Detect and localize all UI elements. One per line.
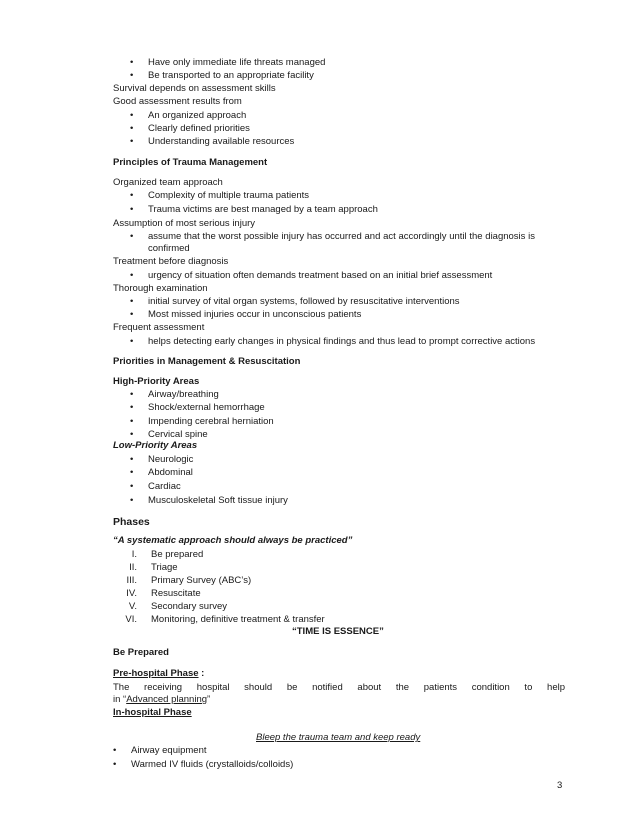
list-item-text: Abdominal [148, 467, 193, 478]
prehospital-heading: Pre-hospital Phase [113, 668, 199, 679]
phase-text: Resuscitate [151, 588, 201, 599]
list-item-text: assume that the worst possible injury has occurred and act accordingly until the diagnosis is [148, 231, 535, 242]
phase-number: VI. [125, 614, 137, 625]
organized-line: Organized team approach [113, 177, 223, 188]
bullet-glyph: • [130, 57, 134, 68]
list-item-text: An organized approach [148, 110, 247, 121]
bullet-glyph: • [130, 110, 134, 121]
page-number: 3 [557, 780, 563, 791]
bullet-glyph: • [130, 190, 134, 201]
bullet-glyph: • [130, 416, 134, 427]
bullet-glyph: • [130, 481, 134, 492]
be-prepared-heading: Be Prepared [113, 647, 169, 658]
list-item-text: Airway equipment [131, 745, 207, 756]
list-item-text: Impending cerebral herniation [148, 416, 274, 427]
high-priority-heading: High-Priority Areas [113, 376, 200, 387]
bullet-glyph: • [130, 123, 134, 134]
prehospital-text-line1: The receiving hospital should be notified about the patients condition to help [113, 682, 565, 693]
bullet-glyph: • [130, 204, 134, 215]
phase-text: Secondary survey [151, 601, 228, 612]
frequent-line: Frequent assessment [113, 322, 205, 333]
bullet-glyph: • [130, 309, 134, 320]
section-heading-priorities: Priorities in Management & Resuscitation [113, 356, 301, 367]
prehospital-line2-post: ” [207, 694, 211, 705]
phase-text: Be prepared [151, 549, 204, 560]
section-heading-phases: Phases [113, 516, 150, 528]
phase-number: V. [128, 601, 137, 612]
bullet-glyph: • [113, 745, 117, 756]
list-item-text: initial survey of vital organ systems, followed by resuscitative interventions [148, 296, 460, 307]
bullet-glyph: • [130, 389, 134, 400]
bullet-glyph: • [130, 467, 134, 478]
prehospital-text-line2 [113, 694, 210, 706]
phase-number: IV. [126, 588, 137, 599]
phase-text: Triage [151, 562, 178, 573]
list-item-continuation: confirmed [148, 243, 190, 254]
bullet-glyph: • [130, 136, 134, 147]
prehospital-heading-line [113, 668, 204, 680]
phase-number: III. [126, 575, 137, 586]
bullet-glyph: • [130, 402, 134, 413]
advanced-planning-text: Advanced planning [126, 694, 208, 705]
list-item-text: Cervical spine [148, 429, 208, 440]
section-heading-principles: Principles of Trauma Management [113, 157, 268, 168]
phase-text: Primary Survey (ABC’s) [151, 575, 252, 586]
bullet-glyph: • [130, 454, 134, 465]
list-item-text: Be transported to an appropriate facility [148, 70, 314, 81]
list-item-text: Warmed IV fluids (crystalloids/colloids) [131, 759, 294, 770]
list-item-text: Shock/external hemorrhage [148, 402, 265, 413]
bullet-glyph: • [130, 495, 134, 506]
phase-text: Monitoring, definitive treatment & transfer [151, 614, 325, 625]
bullet-glyph: • [130, 70, 134, 81]
list-item-text: Most missed injuries occur in unconscious patients [148, 309, 362, 320]
list-item-text: Neurologic [148, 454, 194, 465]
phase-number: II. [129, 562, 137, 573]
list-item-text: Understanding available resources [148, 136, 295, 147]
list-item-text: Musculoskeletal Soft tissue injury [148, 495, 288, 506]
prehospital-line2-pre: in “ [113, 694, 127, 705]
bullet-glyph: • [130, 429, 134, 440]
bullet-glyph: • [113, 759, 117, 770]
list-item-text: Trauma victims are best managed by a team approach [148, 204, 378, 215]
low-priority-heading: Low-Priority Areas [113, 440, 198, 451]
bullet-glyph: • [130, 336, 134, 347]
list-item-text: Cardiac [148, 481, 181, 492]
bleep-line: Bleep the trauma team and keep ready [256, 732, 421, 743]
time-is-essence: “TIME IS ESSENCE” [292, 626, 384, 637]
bullet-glyph: • [130, 270, 134, 281]
list-item-text: helps detecting early changes in physical findings and thus lead to prompt corrective actions [148, 336, 536, 347]
prehospital-colon: : [198, 668, 205, 679]
list-item-text: urgency of situation often demands treatment based on an initial brief assessment [148, 270, 493, 281]
assumption-line: Assumption of most serious injury [113, 218, 256, 229]
treatment-line: Treatment before diagnosis [113, 256, 229, 267]
bullet-glyph: • [130, 231, 134, 242]
phases-quote: “A systematic approach should always be practiced” [113, 535, 353, 546]
bullet-glyph: • [130, 296, 134, 307]
list-item-text: Complexity of multiple trauma patients [148, 190, 310, 201]
inhospital-heading: In-hospital Phase [113, 707, 192, 718]
list-item-text: Clearly defined priorities [148, 123, 250, 134]
list-item-text: Have only immediate life threats managed [148, 57, 326, 68]
thorough-line: Thorough examination [113, 283, 208, 294]
good-results-line: Good assessment results from [113, 96, 242, 107]
survival-line: Survival depends on assessment skills [113, 83, 276, 94]
phase-number: I. [131, 549, 137, 560]
list-item-text: Airway/breathing [148, 389, 219, 400]
